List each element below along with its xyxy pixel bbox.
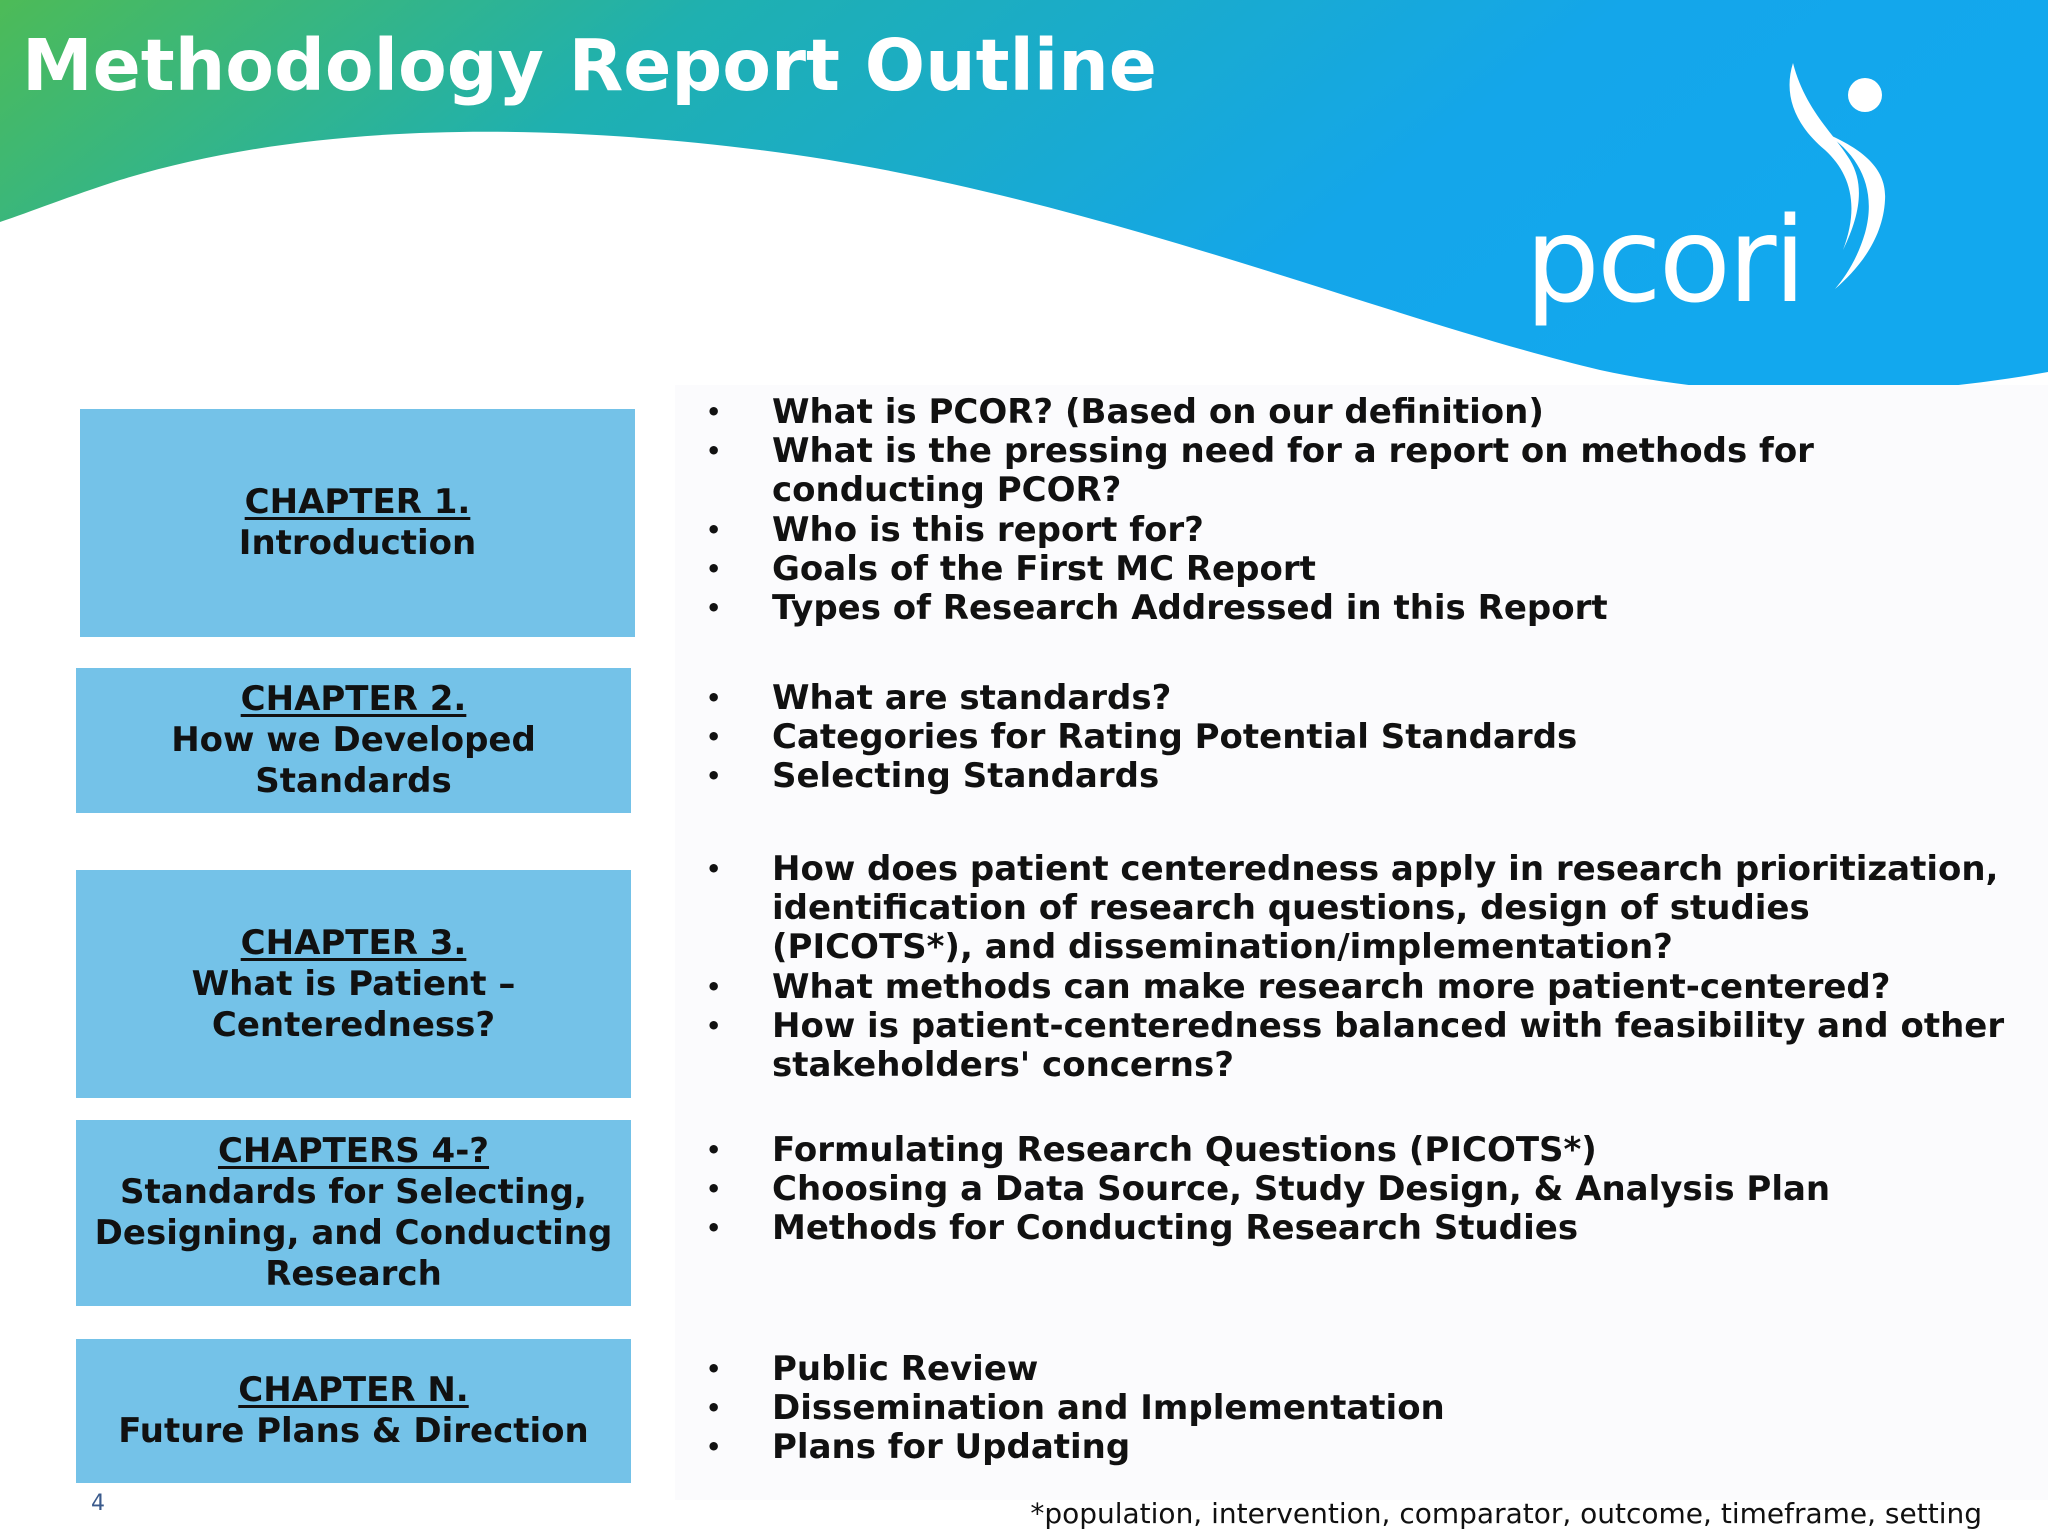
bullet-icon: •: [706, 515, 722, 544]
bullet-icon: •: [706, 1394, 722, 1423]
list-item: [700, 589, 1880, 628]
list-item-text: What are standards?: [772, 678, 1172, 718]
list-item-text: What is the pressing need for a report on methods for conducting PCOR?: [772, 431, 1814, 511]
logo-wordmark: pcori: [1525, 191, 1804, 329]
chapter-title-line: Designing, and Conducting: [94, 1213, 613, 1253]
list-item: [700, 1170, 2030, 1209]
list-item: [700, 1131, 2030, 1170]
chapter-title-line: Standards for Selecting,: [120, 1172, 587, 1212]
list-item-text: Formulating Research Questions (PICOTS*): [772, 1130, 1597, 1170]
bullet-icon: •: [706, 398, 722, 426]
bullet-icon: •: [706, 684, 722, 712]
chapter-box-n: [76, 1339, 631, 1483]
list-item-text: Dissemination and Implementation: [772, 1388, 1445, 1429]
list-item-text: Methods for Conducting Research Studies: [772, 1208, 1579, 1249]
bullet-icon: •: [706, 1011, 722, 1040]
bullet-icon: •: [706, 1214, 722, 1243]
chapter-box-2: [76, 668, 631, 813]
list-item: [700, 757, 2030, 796]
list-item: [700, 718, 2030, 757]
bullet-icon: •: [706, 1175, 722, 1204]
chapter-box-4: [76, 1120, 631, 1306]
chapter-title-line: Introduction: [238, 523, 477, 563]
list-item: [700, 850, 2020, 968]
list-item-text: Public Review: [772, 1349, 1039, 1389]
list-item: [700, 1389, 2030, 1428]
topic-list-chapter-2: [700, 679, 2030, 797]
bullet-icon: •: [706, 594, 722, 623]
list-item: [700, 550, 1880, 589]
bullet-icon: •: [706, 554, 722, 583]
list-item: [700, 1007, 2020, 1085]
bullet-icon: •: [706, 437, 722, 466]
topic-list-chapter-n: [700, 1350, 2030, 1468]
slide-title: Methodology Report Outline: [22, 24, 1157, 107]
chapter-heading: CHAPTER 2.: [240, 679, 467, 719]
list-item: [700, 1350, 2030, 1389]
bullet-icon: •: [706, 1136, 722, 1164]
bullet-icon: •: [706, 972, 722, 1001]
chapter-heading: CHAPTER 1.: [244, 482, 471, 522]
list-item-text: What methods can make research more patient-centered?: [772, 966, 1891, 1007]
chapter-title-line: Centeredness?: [211, 1004, 496, 1045]
page-number: 4: [91, 1491, 105, 1516]
chapter-title-line: Future Plans & Direction: [118, 1411, 589, 1451]
list-item-text: Choosing a Data Source, Study Design, & Analysis Plan: [772, 1169, 1831, 1210]
chapter-heading: CHAPTER 3.: [240, 922, 467, 963]
list-item: [700, 1428, 2030, 1467]
chapter-title-line: Research: [265, 1254, 442, 1294]
bullet-icon: •: [706, 1433, 722, 1462]
bullet-icon: •: [706, 855, 722, 883]
list-item: [700, 679, 2030, 718]
list-item-text: How is patient-centeredness balanced with feasibility and other stakeholders' concerns?: [772, 1005, 2005, 1086]
logo-figure-icon: [1765, 55, 1900, 295]
list-item-text: What is PCOR? (Based on our definition): [772, 392, 1544, 432]
footnote: *population, intervention, comparator, outcome, timeframe, setting: [1030, 1497, 1982, 1530]
list-item-text: Goals of the First MC Report: [772, 548, 1316, 589]
topic-list-chapter-4: [700, 1131, 2030, 1249]
pcori-logo: [1525, 55, 1900, 355]
chapter-box-3: [76, 870, 631, 1098]
topic-list-chapter-1: [700, 393, 1880, 628]
bullet-icon: •: [706, 723, 722, 752]
chapter-heading: CHAPTERS 4-?: [217, 1131, 490, 1171]
list-item-text: Who is this report for?: [772, 509, 1204, 550]
list-item: [700, 511, 1880, 550]
topic-list-chapter-3: [700, 850, 2020, 1085]
chapter-title-line: What is Patient –: [191, 963, 516, 1004]
list-item: [700, 968, 2020, 1007]
list-item-text: Selecting Standards: [772, 756, 1160, 797]
list-item: [700, 393, 1880, 432]
chapter-title-line: Standards: [255, 761, 452, 801]
chapter-heading: CHAPTER N.: [238, 1370, 469, 1410]
chapter-box-1: [80, 409, 635, 637]
bullet-icon: •: [706, 1355, 722, 1383]
list-item-text: Plans for Updating: [772, 1427, 1131, 1468]
list-item: [700, 1209, 2030, 1248]
chapter-title-line: How we Developed: [171, 720, 536, 760]
bullet-icon: •: [706, 762, 722, 791]
list-item: [700, 432, 1880, 510]
list-item-text: How does patient centeredness apply in research prioritization, identification of research questions, design of studies (PICOTS*), and dissemination/implementation?: [772, 849, 1999, 968]
list-item-text: Categories for Rating Potential Standards: [772, 717, 1578, 758]
list-item-text: Types of Research Addressed in this Report: [772, 588, 1608, 629]
